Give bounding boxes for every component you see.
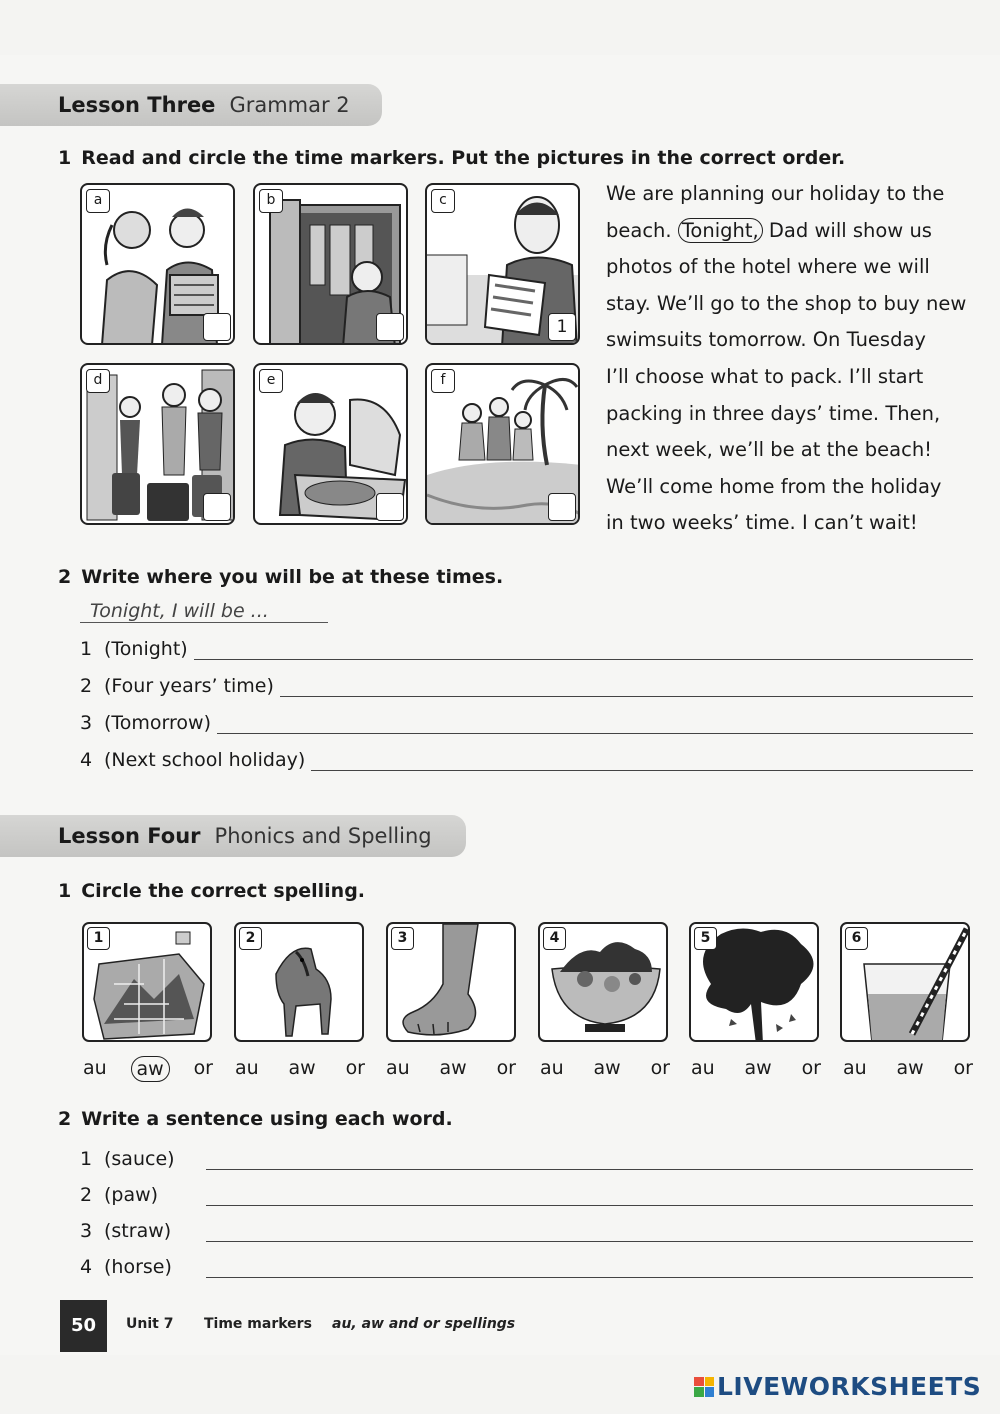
picture-e <box>253 363 408 525</box>
sentence-line-3[interactable]: 3 (straw) <box>80 1220 973 1242</box>
option-aw-circled[interactable]: aw <box>131 1056 170 1082</box>
write-line-1[interactable]: 1 (Tonight) <box>80 638 973 660</box>
picture-label: d <box>86 369 110 393</box>
option-or[interactable]: or <box>345 1057 365 1079</box>
option-or[interactable]: or <box>650 1057 670 1079</box>
spelling-options-6 <box>838 1056 978 1080</box>
picture-label: c <box>431 189 455 213</box>
lesson-four-banner <box>0 815 466 857</box>
order-answer-box[interactable] <box>376 313 404 341</box>
option-aw[interactable]: aw <box>593 1057 621 1079</box>
footer-topic: Time markers <box>204 1316 312 1332</box>
page-number: 50 <box>60 1300 107 1352</box>
lesson-three-subtitle: Grammar 2 <box>229 93 350 117</box>
liveworksheets-logo-icon <box>694 1377 714 1397</box>
answer-line[interactable] <box>206 1259 973 1278</box>
option-au[interactable]: au <box>691 1057 715 1079</box>
example-answer: Tonight, I will be ... <box>80 600 328 623</box>
option-au[interactable]: au <box>843 1057 867 1079</box>
picture-f <box>425 363 580 525</box>
order-answer-box[interactable] <box>203 313 231 341</box>
option-au[interactable]: au <box>235 1057 259 1079</box>
write-line-4[interactable]: 4 (Next school holiday) <box>80 749 973 771</box>
answer-line[interactable] <box>217 715 973 734</box>
spelling-options-1 <box>78 1056 218 1082</box>
option-or[interactable]: or <box>193 1057 213 1079</box>
spelling-options-4 <box>535 1056 675 1080</box>
order-answer-box[interactable] <box>376 493 404 521</box>
sentence-line-4[interactable]: 4 (horse) <box>80 1256 973 1278</box>
order-answer-box[interactable]: 1 <box>548 313 576 341</box>
sentence-line-1[interactable]: 1 (sauce) <box>80 1148 973 1170</box>
spelling-picture-6: 6 <box>840 922 970 1042</box>
option-aw[interactable]: aw <box>288 1057 316 1079</box>
lesson-three-title: Lesson Three <box>58 93 216 117</box>
answer-line[interactable] <box>311 752 973 771</box>
spelling-picture-5: 5 <box>689 922 819 1042</box>
footer-unit: Unit 7 <box>126 1316 174 1332</box>
lesson-three-banner <box>0 84 382 126</box>
picture-label: f <box>431 369 455 393</box>
picture-b <box>253 183 408 345</box>
answer-line[interactable] <box>206 1223 973 1242</box>
option-or[interactable]: or <box>953 1057 973 1079</box>
liveworksheets-brand: LIVEWORKSHEETS <box>694 1372 981 1401</box>
option-aw[interactable]: aw <box>439 1057 467 1079</box>
spelling-options-5 <box>686 1056 826 1080</box>
l3-ex1-heading: 1 Read and circle the time markers. Put the pictures in the correct order. <box>58 147 846 169</box>
picture-a <box>80 183 235 345</box>
spelling-picture-1: 1 <box>82 922 212 1042</box>
option-aw[interactable]: aw <box>744 1057 772 1079</box>
option-aw[interactable]: aw <box>896 1057 924 1079</box>
footer-spelling: au, aw and or spellings <box>332 1316 516 1332</box>
picture-label: e <box>259 369 283 393</box>
option-or[interactable]: or <box>496 1057 516 1079</box>
picture-d <box>80 363 235 525</box>
circled-time-marker[interactable]: Tonight, <box>678 218 763 243</box>
spelling-options-3 <box>381 1056 521 1080</box>
answer-line[interactable] <box>280 678 973 697</box>
option-au[interactable]: au <box>540 1057 564 1079</box>
l4-ex1-heading: 1 Circle the correct spelling. <box>58 880 366 902</box>
picture-label: b <box>259 189 283 213</box>
answer-line[interactable] <box>194 641 973 660</box>
lesson-four-subtitle: Phonics and Spelling <box>214 824 432 848</box>
l4-ex2-heading: 2 Write a sentence using each word. <box>58 1108 453 1130</box>
order-answer-box[interactable] <box>548 493 576 521</box>
answer-line[interactable] <box>206 1151 973 1170</box>
option-or[interactable]: or <box>801 1057 821 1079</box>
spelling-picture-3: 3 <box>386 922 516 1042</box>
picture-c <box>425 183 580 345</box>
spelling-picture-4: 4 <box>538 922 668 1042</box>
sentence-line-2[interactable]: 2 (paw) <box>80 1184 973 1206</box>
answer-line[interactable] <box>206 1187 973 1206</box>
option-au[interactable]: au <box>386 1057 410 1079</box>
holiday-story: We are planning our holiday to the beach. Tonight, Dad will show us photos of the hotel where we will stay. We’ll go to the shop to buy new swimsuits tomorrow. On Tuesday I’ll choose what to pack. I’ll start packing in three days’ time. Then, next week, we’ll be at the beach! We’ll come home from the holiday in two weeks’ time. I can’t wait! <box>606 182 967 535</box>
write-line-2[interactable]: 2 (Four years’ time) <box>80 675 973 697</box>
order-answer-box[interactable] <box>203 493 231 521</box>
picture-label: a <box>86 189 110 213</box>
lesson-four-title: Lesson Four <box>58 824 201 848</box>
spelling-picture-2: 2 <box>234 922 364 1042</box>
option-au[interactable]: au <box>83 1057 107 1079</box>
write-line-3[interactable]: 3 (Tomorrow) <box>80 712 973 734</box>
l3-ex2-heading: 2 Write where you will be at these times. <box>58 566 504 588</box>
spelling-options-2 <box>230 1056 370 1080</box>
